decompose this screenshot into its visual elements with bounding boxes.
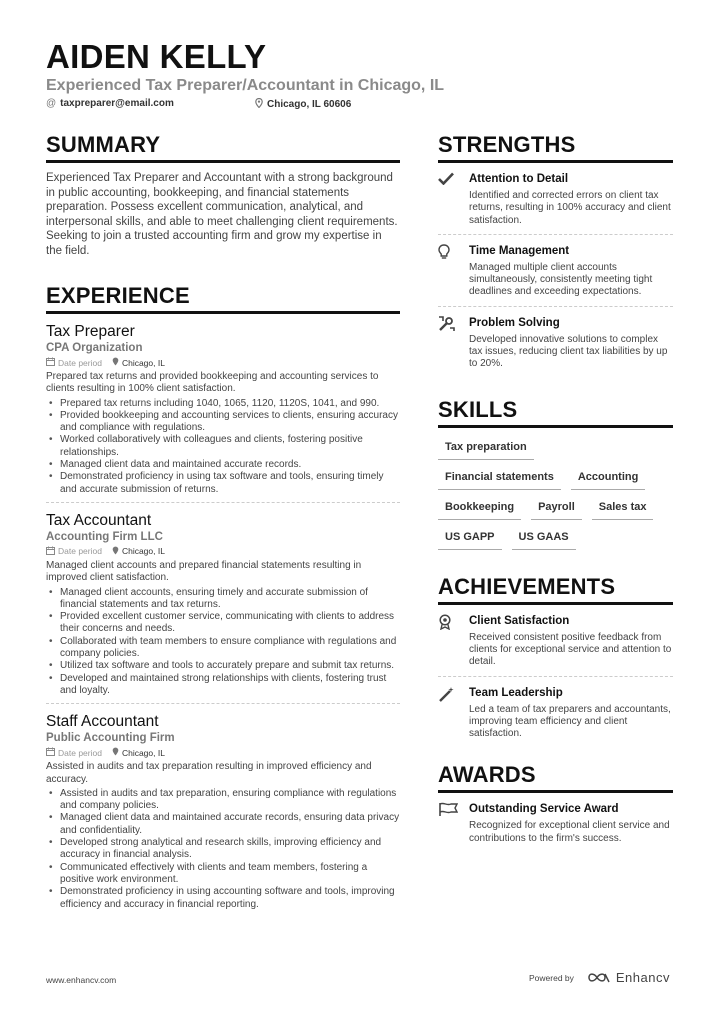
skill-tag: Bookkeeping	[438, 496, 521, 520]
contact-location	[255, 98, 351, 111]
achievement-description: Led a team of tax preparers and accountants, improving team efficiency and client satisfaction.	[469, 703, 671, 740]
enhancv-brand: Enhancv	[615, 970, 670, 985]
award-badge-icon	[438, 614, 469, 669]
skills-heading: SKILLS	[438, 397, 673, 428]
job-bullet: • Developed and maintained strong relationships with clients, fostering trust and loyalty.	[46, 673, 400, 698]
job-bullet: • Developed strong analytical and research skills, improving efficiency and accuracy in financial analysis.	[46, 837, 400, 862]
job-bullet: • Utilized tax software and tools to accurately prepare and submit tax returns.	[46, 660, 400, 672]
summary-heading: SUMMARY	[46, 132, 400, 163]
summary-text: Experienced Tax Preparer and Accountant with a strong background in public accounting, bookkeeping, and financial statements preparation. Possess excellent communication, analytical, and interpersonal skills, and able to meet challenging client requirements. Seeking to join a trusted accounting firm and grow my expertise in the field.	[46, 172, 398, 257]
skill-tag: Tax preparation	[438, 436, 534, 460]
skill-tag: Sales tax	[592, 496, 654, 520]
calendar-icon	[46, 747, 55, 758]
contact-email	[46, 98, 174, 109]
job-location-text: Chicago, IL	[121, 546, 165, 557]
job-bullets	[46, 398, 400, 496]
job-bullet: • Managed client data and maintained accurate records.	[46, 459, 400, 471]
at-sign-icon: @	[46, 98, 57, 109]
job-company: Accounting Firm LLC	[46, 530, 163, 543]
magic-wand-icon	[438, 686, 469, 741]
footer-brand	[529, 970, 670, 985]
achievement-description: Received consistent positive feedback from clients for exceptional service and attention to detail.	[469, 631, 672, 668]
job-meta	[46, 747, 400, 758]
location-pin-icon	[255, 98, 263, 111]
strength-item	[438, 172, 673, 227]
job-meta	[46, 546, 400, 557]
email-text: taxpreparer@email.com	[60, 98, 174, 109]
award-title: Outstanding Service Award	[469, 803, 619, 816]
achievements-heading: ACHIEVEMENTS	[438, 574, 673, 605]
job-bullet: • Demonstrated proficiency in using tax software and tools, ensuring timely and accurate submission of returns.	[46, 471, 400, 496]
location-pin-icon	[112, 747, 119, 758]
location-pin-icon	[112, 546, 119, 557]
achievement-item	[438, 614, 673, 669]
divider	[438, 306, 673, 307]
achievement-title: Client Satisfaction	[469, 614, 570, 627]
job-location	[112, 747, 165, 758]
job-location	[112, 546, 165, 557]
skill-tag: US GAPP	[438, 526, 502, 550]
award-item	[438, 802, 673, 845]
experience-list	[46, 322, 400, 911]
job-bullet: • Managed client accounts, ensuring timely and accurate submission of financial statements and tax returns.	[46, 587, 400, 612]
strength-title: Attention to Detail	[469, 173, 569, 185]
job-bullet: • Communicated effectively with clients and team members, fostering a positive work environment.	[46, 862, 400, 887]
skill-tag: US GAAS	[512, 526, 576, 550]
job-bullet: • Collaborated with team members to ensure compliance with regulations and company policies.	[46, 636, 400, 661]
strengths-heading: STRENGTHS	[438, 132, 673, 163]
job-bullet: • Managed client data and maintained accurate records, ensuring data privacy and confidentiality.	[46, 812, 400, 837]
strength-description: Managed multiple client accounts simultaneously, consistently meeting tight deadlines and exceeding expectations.	[469, 261, 653, 298]
job-bullet: • Demonstrated proficiency in using accounting software and tools, improving efficiency and accuracy in financial reporting.	[46, 886, 400, 911]
award-description: Recognized for exceptional client service and contributions to the firm's success.	[469, 820, 670, 844]
experience-heading: EXPERIENCE	[46, 283, 400, 314]
flag-icon	[438, 802, 469, 845]
location-text: Chicago, IL 60606	[267, 99, 352, 110]
candidate-headline: Experienced Tax Preparer/Accountant in Chicago, IL	[46, 77, 445, 94]
skill-tag: Payroll	[531, 496, 582, 520]
job-bullets	[46, 587, 400, 698]
job-description: Managed client accounts and prepared financial statements resulting in improved client satisfaction.	[46, 559, 362, 584]
job-location-text: Chicago, IL	[121, 747, 165, 758]
job-date: Date period	[58, 357, 102, 368]
job-title: Tax Preparer	[46, 323, 135, 340]
awards-heading: AWARDS	[438, 762, 673, 793]
job-entry	[46, 712, 400, 911]
divider	[46, 502, 400, 503]
job-title: Staff Accountant	[46, 713, 159, 731]
divider	[46, 703, 400, 704]
achievement-title: Team Leadership	[469, 686, 563, 699]
job-bullet: • Assisted in audits and tax preparation, ensuring compliance with regulations and company policies.	[46, 788, 400, 813]
strength-description: Identified and corrected errors on client tax returns, resulting in 100% accuracy and client satisfaction.	[469, 190, 671, 226]
tools-icon	[438, 316, 469, 371]
job-description: Prepared tax returns and provided bookkeeping and accounting services to clients resulting in 100% client satisfaction.	[46, 371, 379, 395]
job-location	[112, 357, 165, 368]
footer-website[interactable]: www.enhancv.com	[46, 975, 117, 985]
calendar-icon	[46, 546, 55, 557]
job-bullet: • Provided bookkeeping and accounting services to clients, ensuring accuracy and compliance with regulations.	[46, 410, 400, 435]
job-bullet: • Provided excellent customer service, communicating with clients to address their concerns and needs.	[46, 611, 400, 636]
job-description: Assisted in audits and tax preparation resulting in improved efficiency and accuracy.	[46, 761, 372, 785]
job-meta	[46, 357, 400, 368]
achievement-item	[438, 686, 673, 741]
right-column	[438, 132, 673, 845]
strength-item	[438, 316, 673, 371]
strength-item	[438, 244, 673, 299]
job-title: Tax Accountant	[46, 511, 152, 529]
strength-title: Time Management	[469, 244, 570, 257]
calendar-icon	[46, 357, 55, 368]
skill-tag: Financial statements	[438, 466, 561, 490]
job-bullet: • Worked collaboratively with colleagues and clients, fostering positive relationships.	[46, 434, 400, 459]
checkmark-icon	[438, 172, 469, 227]
strength-description: Developed innovative solutions to complex tax issues, reducing client tax liabilities by up to 20%.	[469, 333, 668, 370]
job-company: CPA Organization	[46, 342, 143, 354]
left-column	[46, 132, 400, 911]
job-date: Date period	[58, 546, 102, 557]
enhancv-logo-icon	[588, 971, 610, 984]
skills-list	[438, 434, 673, 554]
powered-by-text: Powered by	[529, 972, 574, 983]
divider	[438, 676, 673, 677]
job-date: Date period	[58, 747, 102, 758]
skill-tag: Accounting	[571, 466, 646, 490]
job-bullets	[46, 788, 400, 911]
strength-title: Problem Solving	[469, 316, 560, 329]
lightbulb-icon	[438, 244, 469, 299]
divider	[438, 234, 673, 235]
job-entry	[46, 322, 400, 503]
candidate-name: AIDEN KELLY	[46, 38, 267, 75]
job-location-text: Chicago, IL	[121, 357, 165, 368]
location-pin-icon	[112, 357, 119, 368]
job-bullet: • Prepared tax returns including 1040, 1065, 1120, 1120S, 1041, and 990.	[46, 398, 400, 410]
job-company: Public Accounting Firm	[46, 732, 175, 745]
job-entry	[46, 511, 400, 704]
